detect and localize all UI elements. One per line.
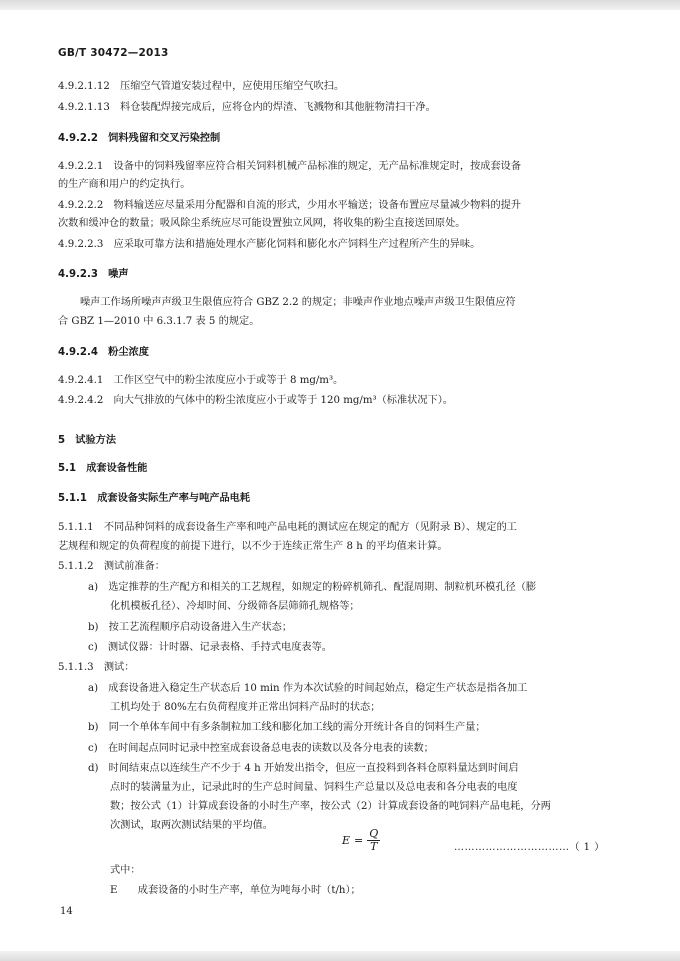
list-item-b-prep: b) 按工艺流程顺序启动设备进入生产状态；: [88, 622, 293, 633]
formula-numerator: Q: [369, 827, 379, 840]
list-item-a-test-cont: 工机均处于 80%左右负荷程度并正常出饲料产品时的状态；: [110, 702, 381, 713]
formula-equals: =: [354, 834, 364, 847]
formula-leader-dots: ……………………………: [454, 842, 570, 853]
where-label: 式中：: [110, 865, 141, 876]
formula-fraction: [367, 828, 380, 853]
clause-4-9-2-2-1: 4.9.2.2.1 设备中的饲料残留率应符合相关饲料机械产品标准的规定，无产品标准规定时，按成套设备: [58, 161, 522, 172]
formula-number: [454, 838, 605, 853]
formula-lhs: E: [342, 834, 351, 847]
heading-5-1-1: 5.1.1 成套设备实际生产率与吨产品电耗: [58, 493, 251, 504]
clause-4-9-2-4-2: 4.9.2.4.2 向大气排放的气体中的粉尘浓度应小于或等于 120 mg/m³（标准状况下）。: [58, 395, 453, 406]
list-item-a-test: a) 成套设备进入稳定生产状态后 10 min 作为本次试验的时间起始点，稳定生产状态是指各加工: [88, 683, 528, 694]
noise-paragraph-cont: 合 GBZ 1—2010 中 6.3.1.7 表 5 的规定。: [58, 316, 260, 327]
list-item-d-test: d) 时间结束点以连续生产不少于 4 h 开始发出指令，但应一直投料到各料仓原料量达到时间启: [88, 763, 519, 774]
standard-code-header: GB/T 30472—2013: [58, 47, 169, 59]
clause-4-9-2-2-1-cont: 的生产商和用户的约定执行。: [58, 179, 191, 190]
formula-tag: （ 1 ）: [569, 842, 605, 853]
clause-4-9-2-2-3: 4.9.2.2.3 应采取可靠方法和措施处理水产膨化饲料和膨化水产饲料生产过程所产生的异味。: [58, 239, 481, 250]
clause-4-9-2-1-12: 4.9.2.1.12 压缩空气管道安装过程中，应使用压缩空气吹扫。: [58, 81, 345, 92]
clause-5-1-1-1: 5.1.1.1 不同品种饲料的成套设备生产率和吨产品电耗的测试应在规定的配方（见附录 B）、规定的工: [58, 522, 517, 533]
list-item-d-test-cont-2: 数；按公式（1）计算成套设备的小时生产率，按公式（2）计算成套设备的吨饲料产品电耗，分两: [110, 801, 551, 812]
heading-4-9-2-4: 4.9.2.4 粉尘浓度: [58, 347, 149, 358]
clause-5-1-1-1-cont: 艺规程和规定的负荷程度的前提下进行，以不少于连续正常生产 8 h 的平均值来计算。: [58, 541, 448, 552]
formula-1: [342, 828, 380, 853]
clause-5-1-1-2: 5.1.1.2 测试前准备：: [58, 561, 165, 572]
list-item-c-prep: c) 测试仪器：计时器、记录表格、手持式电度表等。: [88, 642, 332, 653]
symbol-definition-e: E 成套设备的小时生产率，单位为吨每小时（t/h）；: [110, 885, 361, 896]
list-item-a-prep: a) 选定推荐的生产配方和相关的工艺规程，如规定的粉碎机筛孔、配混周期、制粒机环模孔径（膨: [88, 582, 537, 593]
bottom-scan-edge: [0, 951, 680, 961]
clause-5-1-1-3: 5.1.1.3 测试：: [58, 662, 135, 673]
heading-5-1: 5.1 成套设备性能: [58, 463, 148, 474]
page-number: 14: [60, 906, 73, 917]
list-item-d-test-cont-3: 次测试，取两次测试结果的平均值。: [110, 820, 273, 831]
heading-4-9-2-2: 4.9.2.2 饲料残留和交叉污染控制: [58, 133, 221, 144]
clause-4-9-2-4-1: 4.9.2.4.1 工作区空气中的粉尘浓度应小于或等于 8 mg/m³。: [58, 375, 344, 386]
clause-4-9-2-2-2-cont: 次数和缓冲仓的数量；吸风除尘系统应尽可能设置独立风网，将收集的粉尘直接送回原处。: [58, 218, 466, 229]
clause-4-9-2-2-2: 4.9.2.2.2 物料输送应尽量采用分配器和自流的形式，少用水平输送；设备布置应尽量减少物料的提升: [58, 200, 522, 211]
formula-denominator: T: [370, 840, 378, 853]
heading-4-9-2-3: 4.9.2.3 噪声: [58, 269, 129, 280]
top-scan-edge: [0, 0, 680, 10]
heading-5: 5 试验方法: [58, 435, 117, 446]
noise-paragraph: 噪声工作场所噪声声级卫生限值应符合 GBZ 2.2 的规定；非噪声作业地点噪声声级卫生限值应符: [80, 297, 516, 308]
list-item-d-test-cont-1: 点时的装满量为止，记录此时的生产总时间量、饲料生产总量以及总电表和各分电表的电度: [110, 782, 518, 793]
list-item-a-prep-cont: 化机模板孔径）、冷却时间、分级筛各层筛筛孔规格等；: [110, 601, 360, 612]
list-item-b-test: b) 同一个单体车间中有多条制粒加工线和膨化加工线的需分开统计各自的饲料生产量；: [88, 722, 486, 733]
clause-4-9-2-1-13: 4.9.2.1.13 料仓装配焊接完成后，应将仓内的焊渣、飞溅物和其他脏物清扫干净。: [58, 102, 436, 113]
list-item-c-test: c) 在时间起点同时记录中控室成套设备总电表的读数以及各分电表的读数；: [88, 743, 434, 754]
